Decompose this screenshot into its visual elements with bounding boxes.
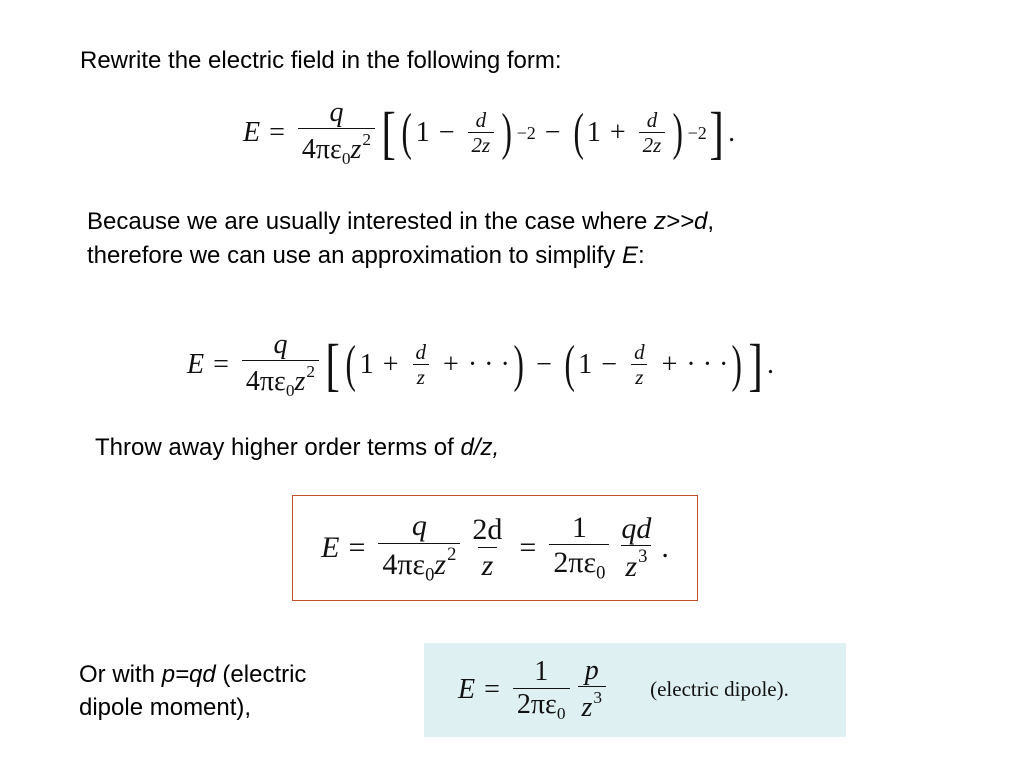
eq3-frac3-den: 2πε — [553, 546, 597, 580]
eq3-frac1-z: z — [434, 547, 447, 581]
eq4-frac2-num: p — [584, 654, 599, 686]
left-paren: ( — [401, 104, 413, 162]
para1-line2-text: therefore we can use an approximation to simplify — [87, 242, 622, 269]
eq3-frac3-num: 1 — [571, 510, 587, 544]
eq1-plus-b: + — [609, 117, 626, 149]
eq2-frac-b-num: d — [634, 340, 645, 365]
eq1-one-b: 1 — [586, 117, 601, 149]
eq3-frac2-num: 2d — [472, 513, 503, 547]
eq3-frac1-den: 4πε — [382, 547, 426, 581]
eq2-one-a: 1 — [359, 349, 374, 381]
left-bracket: [ — [325, 332, 341, 398]
eq2-prefactor-num: q — [273, 329, 288, 360]
eq1-minus-mid: − — [544, 117, 561, 149]
para3-pre: Or with — [79, 661, 162, 688]
eq1-frac-a-den: 2z — [468, 132, 495, 157]
left-bracket: [ — [381, 100, 397, 166]
eq2-frac-a — [412, 341, 431, 389]
right-paren: ) — [672, 104, 684, 162]
eq2-frac-b-den: z — [631, 364, 647, 389]
eq1-lhs: E — [243, 117, 261, 149]
dipole-moment-text-line1 — [79, 658, 306, 692]
eq2-frac-a-num: d — [415, 340, 427, 365]
eq2-prefactor — [242, 330, 319, 401]
eq1-frac-b-den: 2z — [639, 132, 666, 157]
eq3-frac3 — [549, 512, 609, 584]
para1-line1-post: , — [707, 208, 715, 235]
para2-italic: d/z, — [460, 434, 500, 461]
eq4-frac1-den: 2πε — [516, 688, 557, 720]
eq1-exp-a: −2 — [516, 122, 536, 143]
eq2-sub: 0 — [285, 381, 295, 401]
dipole-equation-box — [424, 643, 846, 737]
eq3-frac4 — [617, 513, 655, 583]
eq1-prefactor-den: 4πε — [301, 134, 342, 166]
right-bracket: ] — [709, 100, 724, 166]
eq2-equals: = — [213, 349, 229, 381]
para1-line1-italic: z>>d — [654, 208, 708, 235]
eq1-period: . — [728, 117, 736, 149]
eq3-period: . — [661, 530, 669, 564]
heading-text: Rewrite the electric field in the following form: — [80, 47, 562, 74]
equation-electric-dipole — [458, 656, 789, 724]
eq3-frac2-den: z — [478, 547, 498, 582]
eq1-equals: = — [269, 117, 285, 149]
equation-dipole-field — [321, 510, 669, 585]
equation-rewritten-field — [243, 98, 735, 169]
eq4-lhs: E — [458, 673, 476, 705]
para3-post: (electric — [215, 661, 307, 688]
eq2-frac-a-den: z — [413, 364, 429, 389]
eq4-frac1 — [513, 657, 570, 723]
eq3-frac1-num: q — [411, 509, 427, 543]
eq3-lhs: E — [321, 530, 340, 564]
eq4-frac2 — [578, 656, 607, 724]
eq1-sub: 0 — [341, 149, 351, 169]
eq4-frac1-num: 1 — [534, 656, 549, 688]
eq3-equals-a: = — [348, 530, 366, 564]
eq1-one-a: 1 — [415, 117, 430, 149]
left-paren: ( — [572, 104, 584, 162]
equation-series-expansion — [187, 330, 774, 401]
eq4-equals: = — [484, 673, 500, 705]
para1-line2-post: : — [637, 242, 645, 269]
eq2-minus-b: − — [601, 349, 618, 381]
eq2-den-z: z — [294, 366, 306, 398]
higher-order-terms-text — [95, 431, 499, 465]
eq3-equals-b: = — [519, 530, 537, 564]
eq2-prefactor-den: 4πε — [245, 366, 286, 398]
para2-text: Throw away higher order terms of — [95, 434, 461, 461]
eq3-frac1-sub: 0 — [425, 564, 435, 586]
eq1-prefactor-num: q — [329, 97, 344, 128]
para1-line2-italic: E — [621, 242, 638, 269]
eq3-frac1 — [378, 510, 460, 585]
eq3-frac2 — [468, 514, 506, 582]
eq2-frac-b — [630, 341, 649, 389]
left-paren: ( — [564, 336, 575, 394]
eq1-prefactor — [298, 98, 375, 169]
right-paren: ) — [513, 336, 524, 394]
result-equation-box — [292, 495, 698, 601]
eq2-den-exp: 2 — [306, 362, 316, 382]
eq3-frac3-sub: 0 — [596, 562, 606, 584]
eq2-plus-b2: + — [661, 349, 678, 381]
eq2-lhs: E — [187, 349, 205, 381]
left-paren: ( — [345, 336, 357, 394]
eq2-one-b: 1 — [578, 349, 593, 381]
eq1-den-z: z — [350, 134, 362, 166]
eq2-minus-mid: − — [536, 349, 552, 381]
eq1-frac-b-num: d — [646, 108, 658, 133]
eq1-minus-a: − — [438, 117, 455, 149]
approximation-paragraph-line2 — [87, 239, 645, 273]
para1-line1-text: Because we are usually interested in the case where — [87, 208, 654, 235]
eq1-den-exp: 2 — [362, 130, 372, 150]
right-paren: ) — [501, 104, 513, 162]
eq2-period: . — [767, 349, 775, 381]
para3-italic: p=qd — [161, 661, 216, 688]
eq2-plus-a: + — [382, 349, 399, 381]
eq3-frac4-z: z — [625, 550, 638, 584]
eq1-frac-a-num: d — [475, 108, 487, 133]
dipole-moment-text-line2 — [79, 691, 251, 725]
eq4-frac2-exp: 3 — [593, 688, 603, 708]
eq2-dots-a: · · · — [467, 349, 510, 381]
para3-line2: dipole moment), — [79, 694, 252, 721]
eq3-frac4-exp: 3 — [638, 546, 648, 568]
eq1-exp-b: −2 — [687, 122, 707, 143]
eq2-dots-b: · · · — [686, 349, 729, 381]
approximation-paragraph-line1 — [87, 205, 714, 239]
eq1-frac-b — [639, 109, 666, 157]
eq3-frac4-num: qd — [621, 511, 652, 545]
eq4-frac2-z: z — [581, 692, 593, 724]
eq2-plus-a2: + — [443, 349, 459, 381]
eq3-frac1-exp: 2 — [447, 543, 457, 565]
eq4-frac1-sub: 0 — [556, 703, 566, 723]
eq1-frac-a — [468, 109, 495, 157]
eq4-note: (electric dipole). — [650, 677, 789, 702]
right-paren: ) — [731, 336, 743, 394]
right-bracket: ] — [748, 332, 763, 398]
